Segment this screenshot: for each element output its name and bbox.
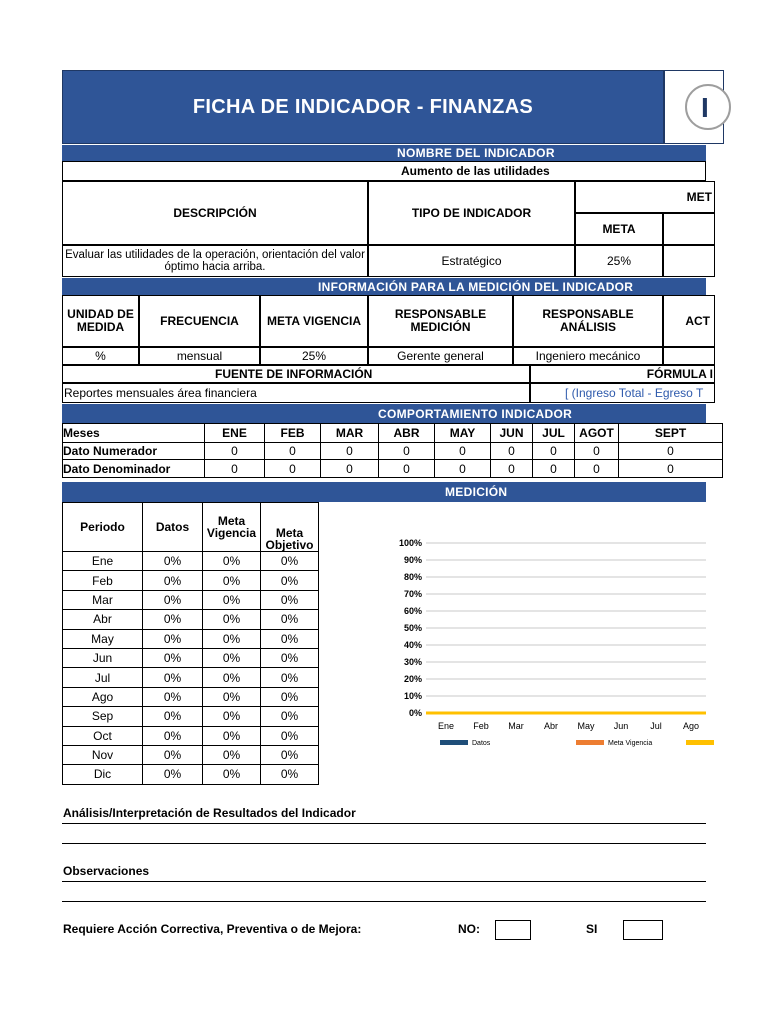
si-checkbox[interactable] [623, 920, 663, 940]
meta-vigencia-cell: 0% [203, 707, 261, 726]
medicion-row [63, 648, 319, 667]
observaciones-line-2 [62, 901, 706, 902]
unidad-value [62, 347, 139, 365]
fuente-header [62, 365, 530, 383]
legend-label: Datos [472, 740, 491, 747]
logo-emblem [685, 84, 731, 130]
fuente-text: Reportes mensuales área financiera [64, 385, 257, 400]
act-header [663, 295, 715, 347]
meta-objetivo-cell: 0% [261, 765, 319, 784]
month-header: MAY [435, 424, 491, 443]
month-header: ABR [379, 424, 435, 443]
datos-header: Datos [143, 503, 203, 552]
periodo-cell: Mar [63, 590, 143, 609]
meta-extra-header [663, 213, 715, 245]
medicion-row [63, 707, 319, 726]
medicion-row [63, 745, 319, 764]
medicion-bar [62, 482, 706, 502]
si-label: SI [586, 922, 598, 936]
comportamiento-table [62, 423, 723, 478]
numerador-cell: 0 [379, 443, 435, 460]
comportamiento-bar-label: COMPORTAMIENTO INDICADOR [378, 406, 573, 421]
meta-vigencia-cell: 0% [203, 571, 261, 590]
legend-swatch [576, 740, 604, 745]
resp-medicion-label: RESPONSABLE MEDICIÓN [394, 307, 487, 334]
y-tick-label: 30% [403, 657, 422, 667]
numerador-cell: 0 [619, 443, 723, 460]
meta-vigencia-cell: 0% [203, 629, 261, 648]
denominador-cell: 0 [575, 460, 619, 478]
meta-objetivo-cell: 0% [261, 590, 319, 609]
info-bar [62, 278, 706, 295]
x-tick-label: Abr [543, 721, 559, 731]
periodo-header: Periodo [63, 503, 143, 552]
meta-objetivo-cell: 0% [261, 726, 319, 745]
observaciones-label: Observaciones [63, 864, 150, 878]
month-header: JUN [491, 424, 533, 443]
fuente-label: FUENTE DE INFORMACIÓN [215, 366, 373, 381]
meta-objetivo-cell: 0% [261, 552, 319, 571]
y-tick-label: 50% [403, 623, 422, 633]
resp-analisis-text: Ingeniero mecánico [535, 348, 641, 363]
denominador-cell: 0 [205, 460, 265, 478]
tipo-label: TIPO DE INDICADOR [411, 205, 532, 220]
descripcion-text: Evaluar las utilidades de la operación, orientación del valor óptimo hacia arriba. [65, 249, 365, 273]
medicion-chart [360, 530, 706, 760]
x-tick-label: Jul [650, 721, 662, 731]
analisis-line-2 [62, 843, 706, 844]
datos-cell: 0% [143, 648, 203, 667]
medicion-row [63, 726, 319, 745]
nombre-bar-label: NOMBRE DEL INDICADOR [397, 146, 555, 160]
numerador-cell: 0 [435, 443, 491, 460]
medicion-row [63, 610, 319, 629]
meta-vigencia-header [260, 295, 368, 347]
datos-cell: 0% [143, 571, 203, 590]
denominador-label: Dato Denominador [63, 460, 205, 478]
meta-group-header [575, 181, 715, 213]
meta-vigencia-col-header: Meta Vigencia [203, 503, 261, 552]
y-tick-label: 0% [408, 708, 422, 718]
datos-cell: 0% [143, 687, 203, 706]
denominador-cell: 0 [379, 460, 435, 478]
meta-group-label: MET [686, 189, 712, 204]
frecuencia-text: mensual [176, 348, 223, 363]
unidad-label: UNIDAD DE MEDIDA [67, 307, 134, 334]
numerador-row [63, 443, 723, 460]
periodo-cell: Jun [63, 648, 143, 667]
periodo-cell: Ene [63, 552, 143, 571]
resp-medicion-header [368, 295, 513, 347]
accion-label: Requiere Acción Correctiva, Preventiva o de Mejora: [63, 922, 362, 936]
meta-objetivo-cell: 0% [261, 571, 319, 590]
numerador-cell: 0 [533, 443, 575, 460]
tipo-text: Estratégico [441, 253, 502, 268]
formula-header [530, 365, 715, 383]
periodo-cell: Feb [63, 571, 143, 590]
denominador-cell: 0 [435, 460, 491, 478]
month-header: SEPT [619, 424, 723, 443]
periodo-cell: Abr [63, 610, 143, 629]
numerador-label: Dato Numerador [63, 443, 205, 460]
meta-header [575, 213, 663, 245]
nombre-bar [62, 145, 706, 161]
meta-objetivo-cell: 0% [261, 629, 319, 648]
medicion-row [63, 571, 319, 590]
meta-objetivo-cell: 0% [261, 668, 319, 687]
medicion-row [63, 765, 319, 784]
act-value [663, 347, 715, 365]
denominador-cell: 0 [533, 460, 575, 478]
medicion-row [63, 687, 319, 706]
meta-objetivo-cell: 0% [261, 610, 319, 629]
y-tick-label: 100% [398, 538, 422, 548]
meta-objetivo-cell: 0% [261, 745, 319, 764]
datos-cell: 0% [143, 610, 203, 629]
resp-analisis-header [513, 295, 663, 347]
meta-label: META [602, 221, 636, 236]
meta-vigencia-cell: 0% [203, 552, 261, 571]
medicion-header-row [63, 503, 319, 552]
datos-cell: 0% [143, 745, 203, 764]
meta-vigencia-cell: 0% [203, 610, 261, 629]
datos-cell: 0% [143, 765, 203, 784]
numerador-cell: 0 [205, 443, 265, 460]
descripcion-header [62, 181, 368, 245]
y-tick-label: 40% [403, 640, 422, 650]
meta-objetivo-cell: 0% [261, 687, 319, 706]
periodo-cell: Sep [63, 707, 143, 726]
datos-cell: 0% [143, 726, 203, 745]
month-header: AGOT [575, 424, 619, 443]
observaciones-line-1 [62, 881, 706, 882]
datos-cell: 0% [143, 668, 203, 687]
descripcion-value [62, 245, 368, 277]
act-label: ACT [685, 313, 710, 328]
meta-vigencia-cell: 0% [203, 745, 261, 764]
meta-value [575, 245, 663, 277]
periodo-cell: Ago [63, 687, 143, 706]
resp-analisis-label: RESPONSABLE ANÁLISIS [542, 307, 634, 334]
tipo-value [368, 245, 575, 277]
x-tick-label: Feb [473, 721, 489, 731]
meta-objetivo-cell: 0% [261, 707, 319, 726]
datos-cell: 0% [143, 590, 203, 609]
numerador-cell: 0 [491, 443, 533, 460]
meta-vigencia-cell: 0% [203, 590, 261, 609]
fuente-value [62, 383, 530, 403]
datos-cell: 0% [143, 552, 203, 571]
frecuencia-header [139, 295, 260, 347]
medicion-row [63, 668, 319, 687]
frecuencia-value [139, 347, 260, 365]
comportamiento-bar [62, 404, 706, 423]
tipo-header [368, 181, 575, 245]
numerador-cell: 0 [321, 443, 379, 460]
meta-vigencia-cell: 0% [203, 648, 261, 667]
x-tick-label: Ene [437, 721, 455, 731]
medicion-table [62, 502, 319, 785]
analisis-line-1 [62, 823, 706, 824]
y-tick-label: 60% [403, 606, 422, 616]
meta-vigencia-label: META VIGENCIA [266, 313, 361, 328]
denominador-cell: 0 [265, 460, 321, 478]
indicator-name-value: Aumento de las utilidades [401, 163, 550, 178]
formula-value [530, 383, 715, 403]
x-tick-label: May [577, 721, 595, 731]
legend-swatch [440, 740, 468, 745]
periodo-cell: Jul [63, 668, 143, 687]
x-tick-label: Jun [613, 721, 629, 731]
meta-vigencia-cell: 0% [203, 765, 261, 784]
sheet-title: FICHA DE INDICADOR - FINANZAS [192, 95, 534, 118]
y-tick-label: 90% [403, 555, 422, 565]
x-tick-label: Mar [508, 721, 524, 731]
medicion-row [63, 552, 319, 571]
unidad-header [62, 295, 139, 347]
denominador-row [63, 460, 723, 478]
denominador-cell: 0 [619, 460, 723, 478]
y-tick-label: 70% [403, 589, 422, 599]
unidad-text: % [95, 348, 106, 363]
meta-extra-value [663, 245, 715, 277]
periodo-cell: Nov [63, 745, 143, 764]
meta-vigencia-text: 25% [301, 348, 327, 363]
resp-analisis-value [513, 347, 663, 365]
denominador-cell: 0 [491, 460, 533, 478]
periodo-cell: May [63, 629, 143, 648]
legend-swatch [686, 740, 714, 745]
logo-letter: I [701, 92, 709, 123]
y-tick-label: 10% [403, 691, 422, 701]
meses-row [63, 424, 723, 443]
y-tick-label: 80% [403, 572, 422, 582]
meta-vigencia-cell: 0% [203, 687, 261, 706]
title-banner [62, 70, 664, 144]
denominador-cell: 0 [321, 460, 379, 478]
logo-area [664, 70, 724, 144]
month-header: JUL [533, 424, 575, 443]
frecuencia-label: FRECUENCIA [160, 313, 239, 328]
meta-objetivo-cell: 0% [261, 648, 319, 667]
month-header: ENE [205, 424, 265, 443]
medicion-bar-label: MEDICIÓN [445, 485, 508, 499]
datos-cell: 0% [143, 629, 203, 648]
x-tick-label: Ago [682, 721, 700, 731]
medicion-row [63, 590, 319, 609]
numerador-cell: 0 [265, 443, 321, 460]
no-label: NO: [458, 922, 480, 936]
descripcion-label: DESCRIPCIÓN [173, 205, 257, 220]
meta-text: 25% [606, 253, 632, 268]
periodo-cell: Dic [63, 765, 143, 784]
medicion-row [63, 629, 319, 648]
formula-label: FÓRMULA I [646, 366, 713, 381]
legend-label: Meta Vigencia [608, 740, 653, 747]
meta-vigencia-cell: 0% [203, 726, 261, 745]
meta-vigencia-value [260, 347, 368, 365]
datos-cell: 0% [143, 707, 203, 726]
meta-objetivo-header: Meta Objetivo [261, 503, 319, 552]
info-bar-label: INFORMACIÓN PARA LA MEDICIÓN DEL INDICADOR [318, 279, 634, 294]
y-tick-label: 20% [403, 674, 422, 684]
indicator-name [62, 161, 706, 181]
analisis-label: Análisis/Interpretación de Resultados del Indicador [63, 806, 356, 820]
periodo-cell: Oct [63, 726, 143, 745]
month-header: FEB [265, 424, 321, 443]
month-header: MAR [321, 424, 379, 443]
numerador-cell: 0 [575, 443, 619, 460]
resp-medicion-value [368, 347, 513, 365]
formula-text: [ (Ingreso Total - Egreso T [565, 385, 704, 400]
no-checkbox[interactable] [495, 920, 531, 940]
meta-vigencia-cell: 0% [203, 668, 261, 687]
resp-medicion-text: Gerente general [397, 348, 484, 363]
meses-label: Meses [63, 424, 205, 443]
